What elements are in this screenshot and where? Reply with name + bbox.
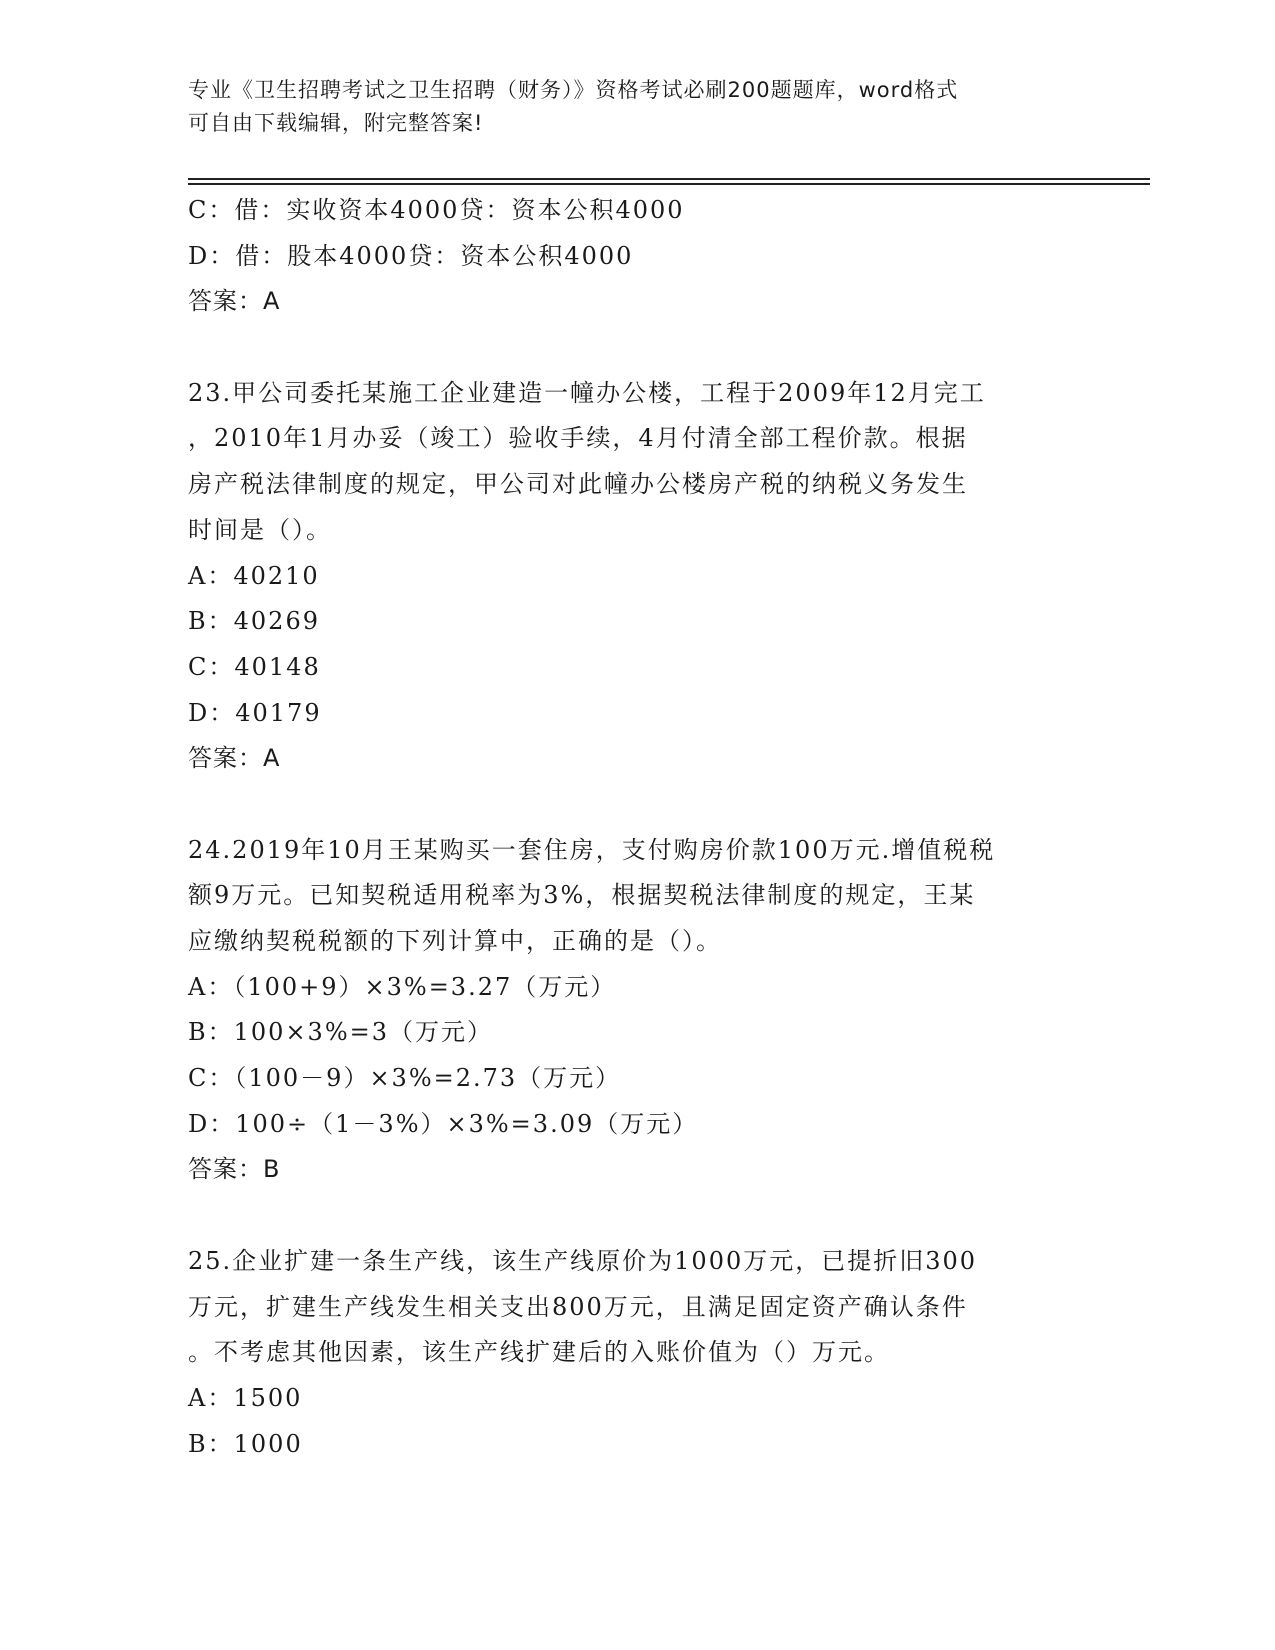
q24-stem-line-3: 应缴纳契税税额的下列计算中，正确的是（）。 bbox=[188, 927, 722, 955]
header-title-line-2: 可自由下载编辑，附完整答案! bbox=[188, 111, 484, 135]
q23-stem-line-2: ，2010年1月办妥（竣工）验收手续，4月付清全部工程价款。根据 bbox=[188, 424, 968, 453]
spacer bbox=[188, 782, 1088, 828]
q23-answer: 答案：A bbox=[188, 744, 281, 773]
q23-option-c: C：40148 bbox=[188, 652, 321, 681]
question-23 bbox=[188, 371, 1088, 782]
question-content bbox=[188, 188, 1088, 1467]
q23-option-b: B：40269 bbox=[188, 607, 320, 636]
header-divider-bottom bbox=[188, 183, 1150, 185]
q23-option-d: D：40179 bbox=[188, 698, 322, 727]
q24-option-c: C：（100－9）×3%=2.73（万元） bbox=[188, 1064, 622, 1093]
q25-option-a: A：1500 bbox=[188, 1383, 303, 1412]
q22-answer: 答案：A bbox=[188, 287, 281, 316]
q25-stem-line-1: 25.企业扩建一条生产线，该生产线原价为1000万元，已提折旧300 bbox=[188, 1246, 978, 1275]
q22-option-d: D：借：股本4000贷：资本公积4000 bbox=[188, 241, 634, 270]
q24-option-a: A：（100+9）×3%=3.27（万元） bbox=[188, 972, 617, 1001]
q25-stem-line-2: 万元，扩建生产线发生相关支出800万元，且满足固定资产确认条件 bbox=[188, 1292, 968, 1321]
q25-option-b: B：1000 bbox=[188, 1429, 303, 1458]
header-title-line-1: 专业《卫生招聘考试之卫生招聘（财务）》资格考试必刷200题题库，word格式 bbox=[188, 78, 959, 102]
document-header bbox=[188, 74, 1088, 140]
spacer bbox=[188, 325, 1088, 371]
header-divider-top bbox=[188, 178, 1150, 180]
q24-option-b: B：100×3%=3（万元） bbox=[188, 1018, 494, 1047]
q23-stem-line-3: 房产税法律制度的规定，甲公司对此幢办公楼房产税的纳税义务发生 bbox=[188, 470, 968, 499]
q23-stem-line-4: 时间是（）。 bbox=[188, 515, 332, 544]
spacer bbox=[188, 1193, 1088, 1239]
q23-option-a: A：40210 bbox=[188, 561, 320, 590]
q24-stem-line-2: 额9万元。已知契税适用税率为3%，根据契税法律制度的规定，王某 bbox=[188, 881, 976, 910]
question-24 bbox=[188, 828, 1088, 1194]
question-22-tail bbox=[188, 188, 1088, 325]
q22-option-c: C：借：实收资本4000贷：资本公积4000 bbox=[188, 196, 685, 224]
q24-option-d: D：100÷（1－3%）×3%=3.09（万元） bbox=[188, 1109, 699, 1138]
question-25 bbox=[188, 1239, 1088, 1467]
q25-stem-line-3: 。不考虑其他因素，该生产线扩建后的入账价值为（）万元。 bbox=[188, 1338, 890, 1367]
q24-stem-line-1: 24.2019年10月王某购买一套住房，支付购房价款100万元.增值税税 bbox=[188, 835, 996, 864]
q23-stem-line-1: 23.甲公司委托某施工企业建造一幢办公楼，工程于2009年12月完工 bbox=[188, 378, 986, 407]
q24-answer: 答案：B bbox=[188, 1155, 281, 1184]
